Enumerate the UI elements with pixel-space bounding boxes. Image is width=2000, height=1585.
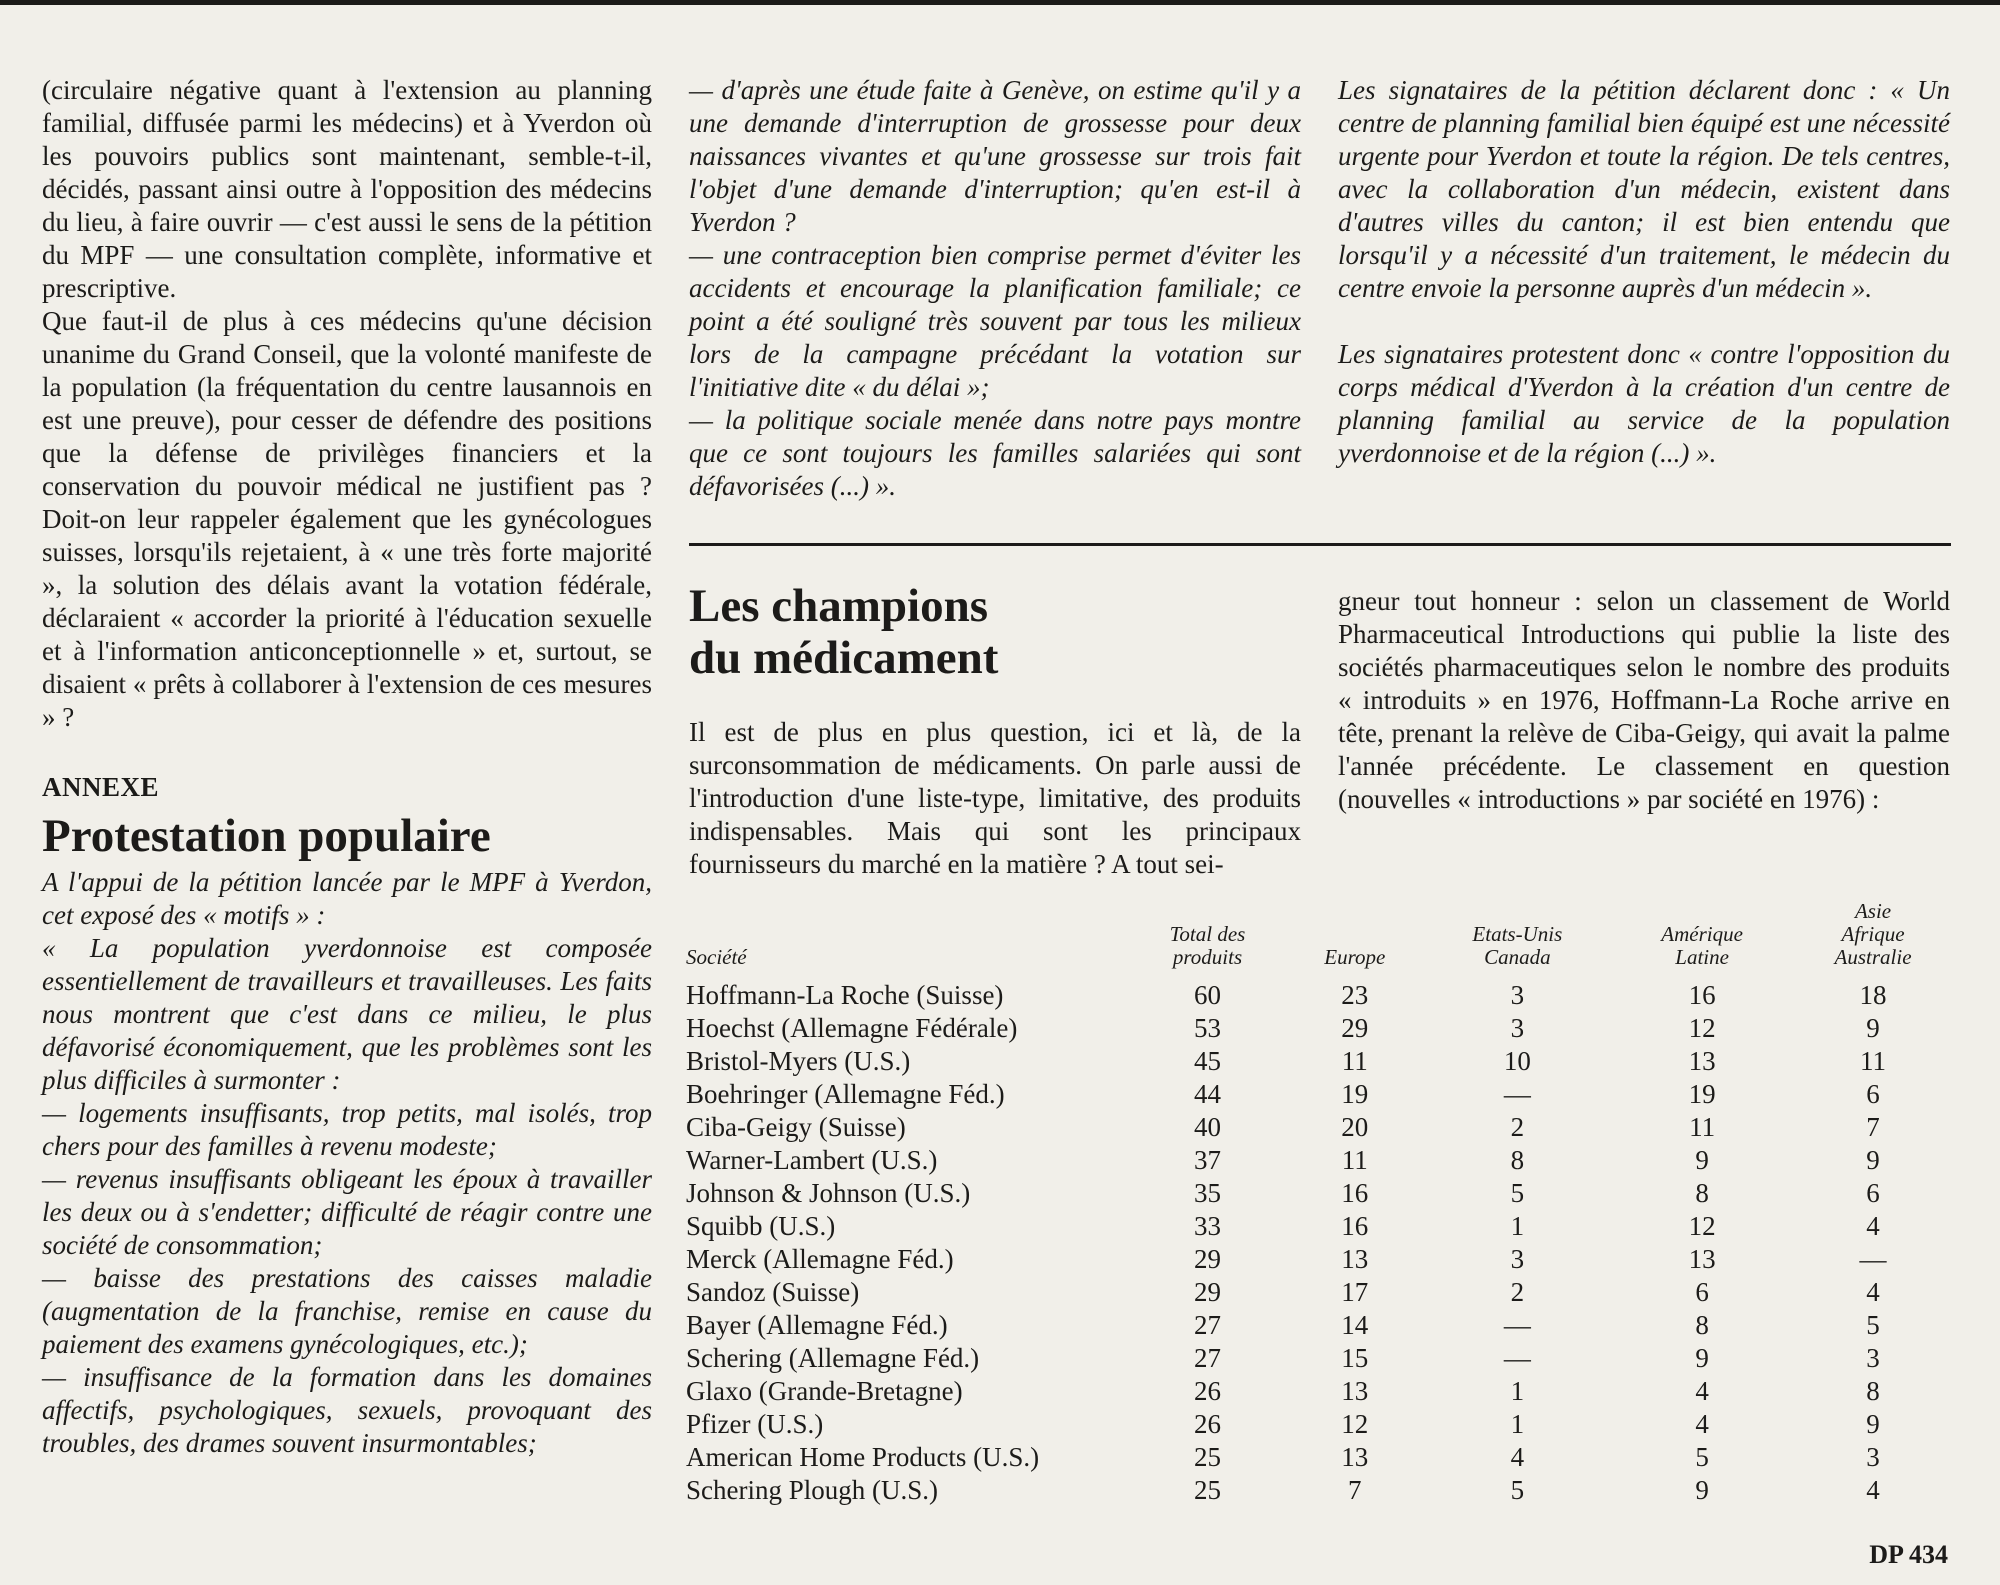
company-cell: Bayer (Allemagne Féd.) (686, 1310, 948, 1340)
col-header-usa (1421, 900, 1615, 979)
col-header-total (1126, 900, 1289, 979)
value-cell: 4 (1695, 1409, 1709, 1439)
col-header-usa-line2: Canada (1484, 945, 1551, 969)
quote-paragraph: — baisse des prestations des caisses maladie (augmentation de la franchise, remise en cause du paiement des examens gynécologiques, etc.); (42, 1263, 652, 1359)
value-cell: 12 (1688, 1013, 1716, 1043)
value-cell: 20 (1341, 1112, 1369, 1142)
value-cell: 10 (1503, 1046, 1531, 1076)
value-cell: 9 (1866, 1145, 1880, 1175)
col-header-amerique (1614, 900, 1790, 979)
article-headline-line2: du médicament (689, 632, 999, 684)
value-cell: 8 (1866, 1376, 1880, 1406)
company-cell: Hoechst (Allemagne Fédérale) (686, 1013, 1018, 1043)
table-body (686, 979, 1956, 1507)
top-border (0, 0, 2000, 5)
value-cell: 4 (1866, 1475, 1880, 1505)
value-cell: 2 (1510, 1277, 1525, 1307)
col-header-usa-line1: Etats-Unis (1472, 922, 1563, 946)
table-row (686, 1243, 1956, 1276)
value-cell: 40 (1194, 1112, 1222, 1142)
value-cell: 4 (1510, 1442, 1525, 1472)
table-row (686, 1276, 1956, 1309)
company-cell: American Home Products (U.S.) (686, 1442, 1040, 1472)
company-cell: Bristol-Myers (U.S.) (686, 1046, 911, 1076)
company-cell: Pfizer (U.S.) (686, 1409, 824, 1439)
value-cell: 7 (1348, 1475, 1362, 1505)
value-cell: 9 (1866, 1013, 1880, 1043)
value-cell: 13 (1341, 1376, 1369, 1406)
value-cell: 15 (1341, 1343, 1369, 1373)
value-cell: 16 (1341, 1178, 1369, 1208)
value-cell: 8 (1510, 1145, 1525, 1175)
page-number: DP 434 (1869, 1540, 1948, 1569)
col-header-societe: Société (686, 945, 747, 969)
paragraph: Que faut-il de plus à ces médecins qu'une décision unanime du Grand Conseil, que la volonté manifeste de la population (la fréquentation du centre lausannois en est une preuve), pour cesser de défendre des positions que la défense de privilèges financiers et la conservation du pouvoir médical ne justifient pas ? Doit-on leur rappeler également que les gynécologues suisses, lorsqu'ils rejetaient, à « une très forte majorité », la solution des délais avant la votation fédérale, déclaraient « accorder la priorité à l'éducation sexuelle et à l'information anticonceptionnelle » et, surtout, se disaient « prêts à collaborer à l'extension de ces mesures » ? (42, 306, 652, 732)
value-cell: 33 (1194, 1211, 1222, 1241)
col-header-amerique-line2: Latine (1675, 945, 1729, 969)
col-header-total-line2: produits (1172, 945, 1243, 969)
value-cell: — (1503, 1079, 1531, 1109)
table-row (686, 1375, 1956, 1408)
column-middle (689, 74, 1301, 503)
value-cell: 11 (1689, 1112, 1716, 1142)
value-cell: 9 (1866, 1409, 1880, 1439)
value-cell: 12 (1341, 1409, 1369, 1439)
company-cell: Johnson & Johnson (U.S.) (686, 1178, 971, 1208)
col-header-asie-line3: Australie (1834, 945, 1912, 969)
value-cell: 29 (1194, 1244, 1222, 1274)
value-cell: 6 (1695, 1277, 1709, 1307)
company-cell: Boehringer (Allemagne Féd.) (686, 1079, 1005, 1109)
paragraph: (circulaire négative quant à l'extension au planning familial, diffusée parmi les médecins) et à Yverdon où les pouvoirs publics sont maintenant, semble-t-il, décidés, passant ainsi outre à l'opposition des médecins du lieu, à faire ouvrir — c'est aussi le sens de la pétition du MPF — une consultation complète, informative et prescriptive. (42, 75, 652, 303)
column-left (42, 74, 652, 1460)
value-cell: 13 (1341, 1244, 1369, 1274)
table-row (686, 1045, 1956, 1078)
value-cell: 4 (1866, 1277, 1880, 1307)
annexe-lead: A l'appui de la pétition lancée par le MPF à Yverdon, cet exposé des « motifs » : (42, 867, 652, 930)
table-row (686, 1309, 1956, 1342)
quote-paragraph: — logements insuffisants, trop petits, mal isolés, trop chers pour des familles à revenu modeste; (42, 1098, 652, 1161)
value-cell: 16 (1341, 1211, 1369, 1241)
value-cell: 4 (1695, 1376, 1709, 1406)
value-cell: 11 (1341, 1145, 1368, 1175)
value-cell: 26 (1194, 1409, 1222, 1439)
value-cell: 11 (1860, 1046, 1887, 1076)
value-cell: 37 (1194, 1145, 1222, 1175)
value-cell: 8 (1695, 1310, 1709, 1340)
value-cell: 9 (1695, 1343, 1709, 1373)
value-cell: 8 (1695, 1178, 1709, 1208)
value-cell: 35 (1194, 1178, 1222, 1208)
table-row (686, 1177, 1956, 1210)
company-cell: Ciba-Geigy (Suisse) (686, 1112, 906, 1142)
value-cell: 27 (1194, 1310, 1222, 1340)
value-cell: — (1503, 1343, 1531, 1373)
value-cell: — (1503, 1310, 1531, 1340)
value-cell: 13 (1341, 1442, 1369, 1472)
value-cell: 1 (1510, 1376, 1525, 1406)
value-cell: 6 (1866, 1079, 1880, 1109)
column-right (1338, 74, 1950, 470)
company-cell: Schering Plough (U.S.) (686, 1475, 938, 1505)
article-headline-line1: Les champions (689, 580, 989, 632)
value-cell: 44 (1194, 1079, 1222, 1109)
col-header-asie (1790, 900, 1956, 979)
col-header-asie-line2: Afrique (1841, 922, 1905, 946)
table-row (686, 1408, 1956, 1441)
value-cell: 26 (1194, 1376, 1222, 1406)
quote-paragraph: — la politique sociale menée dans notre pays montre que ce sont toujours les familles salariées qui sont défavorisées (...) ». (689, 405, 1301, 501)
table-row (686, 1342, 1956, 1375)
annexe-label: ANNEXE (42, 772, 160, 802)
value-cell: 5 (1866, 1310, 1880, 1340)
value-cell: 9 (1695, 1145, 1709, 1175)
table-row (686, 1144, 1956, 1177)
value-cell: 6 (1866, 1178, 1880, 1208)
value-cell: 4 (1866, 1211, 1880, 1241)
value-cell: 9 (1695, 1475, 1709, 1505)
quote-paragraph: Les signataires protestent donc « contre l'opposition du corps médical d'Yverdon à la création d'un centre de planning familial au service de la population yverdonnoise et de la région (...) ». (1338, 339, 1950, 468)
value-cell: 18 (1859, 980, 1887, 1010)
spacer (1338, 305, 1950, 338)
value-cell: — (1859, 1244, 1887, 1274)
value-cell: 7 (1866, 1112, 1880, 1142)
value-cell: 5 (1695, 1442, 1709, 1472)
company-cell: Warner-Lambert (U.S.) (686, 1145, 938, 1175)
value-cell: 5 (1510, 1178, 1525, 1208)
col-header-total-line1: Total des (1169, 922, 1246, 946)
value-cell: 60 (1194, 980, 1222, 1010)
section-divider (689, 543, 1951, 546)
value-cell: 14 (1341, 1310, 1369, 1340)
col-header-amerique-line1: Amérique (1661, 922, 1743, 946)
value-cell: 12 (1688, 1211, 1716, 1241)
value-cell: 16 (1688, 980, 1716, 1010)
value-cell: 5 (1510, 1475, 1525, 1505)
table-row (686, 1012, 1956, 1045)
quote-paragraph: — une contraception bien comprise permet d'éviter les accidents et encourage la planification familiale; ce point a été souligné très souvent par tous les milieux lors de la campagne précédant la votation sur l'initiative dite « du délai »; (689, 240, 1301, 402)
value-cell: 29 (1194, 1277, 1222, 1307)
quote-paragraph: — insuffisance de la formation dans les domaines affectifs, psychologiques, sexuels, provoquant des troubles, des drames souvent insurmontables; (42, 1362, 652, 1458)
value-cell: 1 (1510, 1211, 1525, 1241)
company-cell: Merck (Allemagne Féd.) (686, 1244, 954, 1274)
company-cell: Glaxo (Grande-Bretagne) (686, 1376, 963, 1406)
value-cell: 11 (1341, 1046, 1368, 1076)
value-cell: 2 (1510, 1112, 1525, 1142)
quote-paragraph: — revenus insuffisants obligeant les époux à travailler les deux ou à s'endetter; difficulté de réagir contre une société de consommation; (42, 1164, 652, 1260)
value-cell: 19 (1341, 1079, 1369, 1109)
company-cell: Schering (Allemagne Féd.) (686, 1343, 980, 1373)
table-header-row (686, 900, 1956, 979)
col-header-asie-line1: Asie (1854, 899, 1892, 923)
table-row (686, 1474, 1956, 1507)
value-cell: 23 (1341, 980, 1369, 1010)
company-cell: Sandoz (Suisse) (686, 1277, 860, 1307)
article-headline (689, 580, 1301, 684)
value-cell: 3 (1510, 1244, 1525, 1274)
table-row (686, 1441, 1956, 1474)
value-cell: 19 (1688, 1079, 1716, 1109)
table-row (686, 1078, 1956, 1111)
company-cell: Hoffmann-La Roche (Suisse) (686, 980, 1004, 1010)
pharma-table (686, 900, 1956, 1507)
value-cell: 25 (1194, 1475, 1222, 1505)
table-row (686, 1210, 1956, 1243)
value-cell: 29 (1341, 1013, 1369, 1043)
quote-paragraph: « La population yverdonnoise est composée essentiellement de travailleurs et travailleuses. Les faits nous montrent que c'est dans ce milieu, le plus défavorisé économiquement, que les problèmes sont les plus difficiles à surmonter : (42, 933, 652, 1095)
article-continuation: gneur tout honneur : selon un classement de World Pharmaceutical Introductions qui publie la liste des sociétés pharmaceutiques selon le nombre des produits « introduits » en 1976, Hoffmann-La Roche arrive en tête, prenant la relève de Ciba-Geigy, qui avait la palme l'année précédente. Le classement en question (nouvelles « introductions » par société en 1976) : (1338, 586, 1950, 814)
annexe-headline: Protestation populaire (42, 810, 491, 862)
company-cell: Squibb (U.S.) (686, 1211, 836, 1241)
quote-paragraph: Les signataires de la pétition déclarent donc : « Un centre de planning familial bien équipé est une nécessité urgente pour Yverdon et toute la région. De tels centres, avec la collaboration d'un médecin, existent dans d'autres villes du canton; il est bien entendu que lorsqu'il y a nécessité d'un traitement, le médecin du centre envoie la personne auprès d'un médecin ». (1338, 75, 1950, 303)
value-cell: 3 (1866, 1442, 1880, 1472)
value-cell: 3 (1510, 1013, 1525, 1043)
value-cell: 3 (1510, 980, 1525, 1010)
value-cell: 45 (1194, 1046, 1222, 1076)
value-cell: 13 (1688, 1046, 1716, 1076)
value-cell: 25 (1194, 1442, 1222, 1472)
value-cell: 13 (1688, 1244, 1716, 1274)
value-cell: 3 (1866, 1343, 1880, 1373)
value-cell: 1 (1510, 1409, 1525, 1439)
spacer (42, 734, 652, 767)
value-cell: 53 (1194, 1013, 1222, 1043)
article-intro: Il est de plus en plus question, ici et là, de la surconsommation de médicaments. On parle aussi de l'introduction d'une liste-type, limitative, des produits indispensables. Mais qui sont les principaux fournisseurs du marché en la matière ? A tout sei- (689, 717, 1301, 879)
value-cell: 27 (1194, 1343, 1222, 1373)
value-cell: 17 (1341, 1277, 1369, 1307)
quote-paragraph: — d'après une étude faite à Genève, on estime qu'il y a une demande d'interruption de grossesse pour deux naissances vivantes et qu'une grossesse sur trois fait l'objet d'une demande d'interruption; qu'en est-il à Yverdon ? (689, 75, 1301, 237)
table-row (686, 1111, 1956, 1144)
table-row (686, 979, 1956, 1012)
col-header-europe: Europe (1324, 945, 1386, 969)
